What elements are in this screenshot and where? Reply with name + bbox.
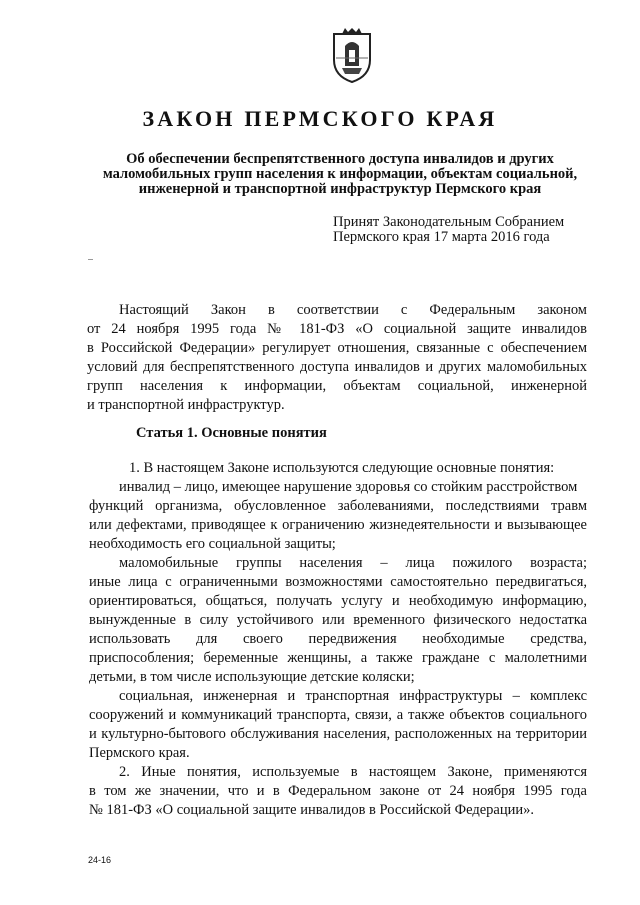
article-heading: Статья 1. Основные понятия: [136, 425, 327, 441]
subtitle-line: Об обеспечении беспрепятственного доступа инвалидов и других: [126, 151, 554, 167]
article-line: использовать для своего передвижения необходимые средства,: [89, 631, 587, 647]
article-line: иные лица с ограниченными возможностями самостоятельно передвигаться,: [89, 574, 587, 590]
document-code: 24-16: [88, 855, 112, 865]
law-subtitle: [90, 152, 590, 197]
article-line: или дефектами, приводящее к ограничению жизнедеятельности и вызывающее: [89, 517, 587, 533]
article-line: Пермского края.: [89, 745, 190, 761]
article-line: маломобильные группы населения – лица пожилого возраста;: [119, 555, 587, 571]
preamble: [87, 301, 587, 415]
adoption-line: Пермского края 17 марта 2016 года: [333, 229, 550, 245]
article-line: сооружений и коммуникаций транспорта, связи, а также объектов социального: [89, 707, 587, 723]
adoption-note: [333, 215, 564, 245]
preamble-line: групп населения к информации, объектам социальной, инженерной: [87, 378, 587, 394]
preamble-line: и транспортной инфраструктур.: [87, 397, 285, 413]
perm-krai-coat-of-arms-icon: [328, 28, 376, 84]
article-line: инвалид – лицо, имеющее нарушение здоровья со стойким расстройством: [119, 479, 578, 495]
article-line: 1. В настоящем Законе используются следующие основные понятия:: [129, 460, 555, 476]
article-line: № 181-ФЗ «О социальной защите инвалидов в Российской Федерации».: [89, 802, 534, 818]
preamble-line: условий для беспрепятственного доступа инвалидов и других маломобильных: [87, 359, 587, 375]
article-line: функций организма, обусловленное заболеваниями, последствиями травм: [89, 498, 587, 514]
article-line: и культурно-бытового обслуживания населения, расположенных на территории: [89, 726, 587, 742]
article-line: детьми, в том числе использующие детские коляски;: [89, 669, 415, 685]
article-line: вынужденные в силу устойчивого или временного физического недостатка: [89, 612, 587, 628]
preamble-line: от 24 ноября 1995 года № 181-ФЗ «О социальной защите инвалидов: [87, 321, 587, 337]
article-body: [89, 459, 587, 820]
adoption-line: Принят Законодательным Собранием: [333, 214, 565, 230]
article-line: социальная, инженерная и транспортная инфраструктуры – комплекс: [119, 688, 587, 704]
preamble-line: в Российской Федерации» регулирует отношения, связанные с обеспечением: [87, 340, 587, 356]
article-line: приспособления; беременные женщины, а также граждане с малолетними: [89, 650, 587, 666]
article-line: необходимость его социальной защиты;: [89, 536, 336, 552]
law-title: ЗАКОН ПЕРМСКОГО КРАЯ: [142, 106, 498, 131]
article-line: ориентироваться, общаться, получать услугу и необходимую информацию,: [89, 593, 587, 609]
article-line: 2. Иные понятия, используемые в настоящем Законе, применяются: [119, 764, 587, 780]
preamble-line: Настоящий Закон в соответствии с Федеральным законом: [119, 302, 587, 318]
divider: [88, 259, 93, 260]
subtitle-line: маломобильных групп населения к информации, объектам социальной,: [102, 166, 578, 182]
subtitle-line: инженерной и транспортной инфраструктур Пермского края: [138, 181, 542, 197]
article-line: в том же значении, что и в Федеральном законе от 24 ноября 1995 года: [89, 783, 587, 799]
